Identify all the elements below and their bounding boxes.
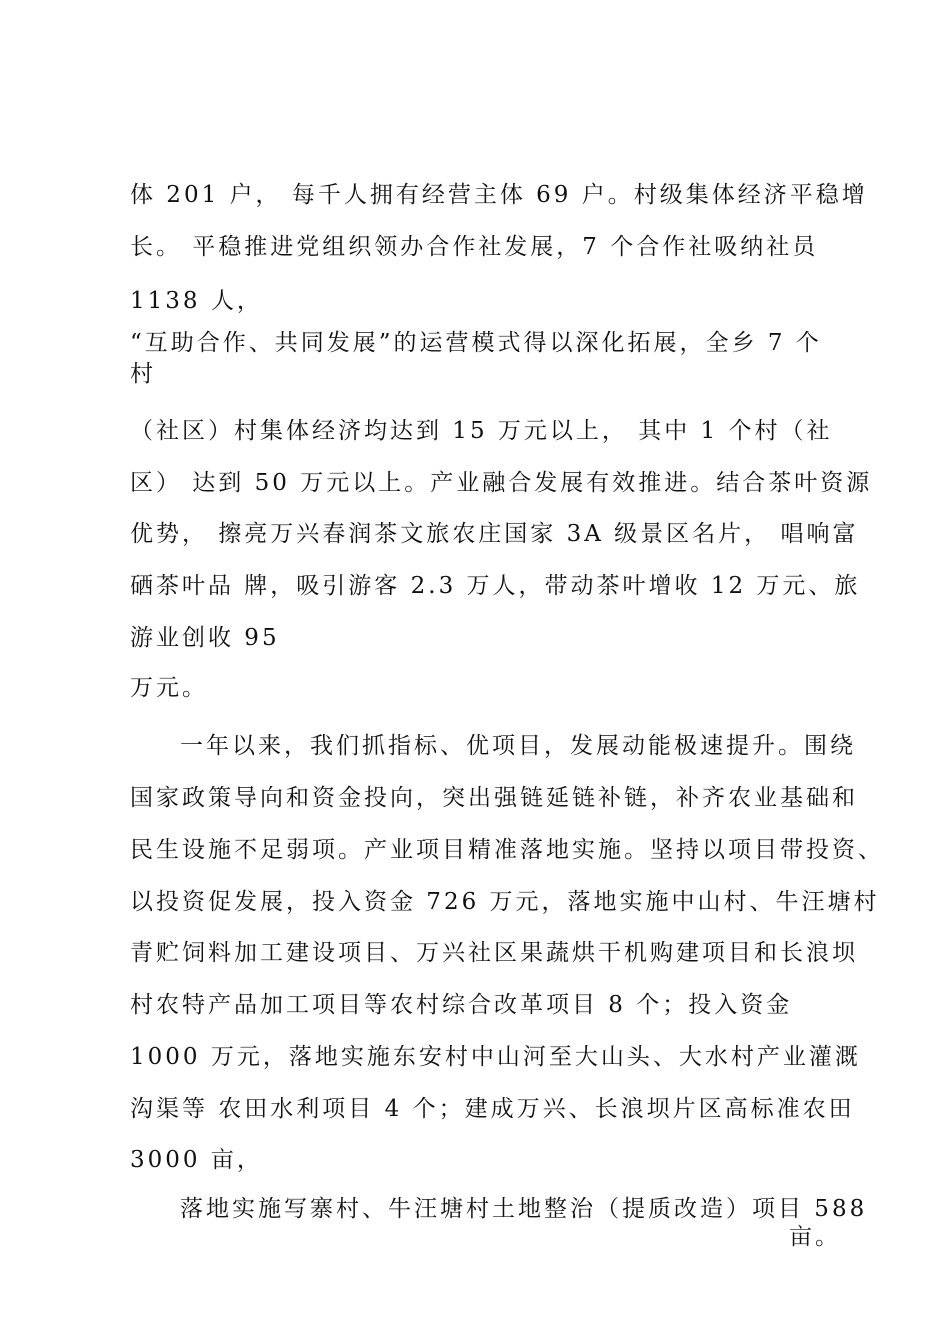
text-line: 长。 平稳推进党组织领办合作社发展，7 个合作社吸纳社员	[130, 234, 819, 260]
text-line: 以投资促发展，投入资金 726 万元，落地实施中山村、牛汪塘村	[130, 889, 880, 915]
text-line: 硒茶叶品 牌，吸引游客 2.3 万人，带动茶叶增收 12 万元、旅	[130, 573, 861, 599]
text-line: 沟渠等 农田水利项目 4 个；建成万兴、长浪坝片区高标准农田	[130, 1096, 855, 1122]
text-line: 国家政策导向和资金投向，突出强链延链补链，补齐农业基础和	[130, 785, 858, 811]
text-line: （社区）村集体经济均达到 15 万元以上， 其中 1 个村（社	[130, 418, 833, 444]
text-line: 万元。	[130, 675, 208, 701]
text-line: “互助合作、共同发展”的运营模式得以深化拓展，全乡 7 个	[130, 330, 822, 356]
text-line: 亩。	[789, 1224, 841, 1250]
text-line: 村农特产品加工项目等农村综合改革项目 8 个；投入资金	[130, 992, 793, 1018]
text-line: 民生设施不足弱项。产业项目精准落地实施。坚持以项目带投资、	[130, 837, 884, 863]
paragraph-first-line: 一年以来，我们抓指标、优项目，发展动能极速提升。围绕	[180, 733, 856, 759]
text-line: 体 201 户， 每千人拥有经营主体 69 户。村级集体经济平稳增	[130, 182, 868, 208]
text-line: 青贮饲料加工建设项目、万兴社区果蔬烘干机购建项目和长浪坝	[130, 940, 858, 966]
text-line: 1138 人，	[130, 288, 263, 314]
text-line: 游业创收 95	[130, 625, 280, 651]
text-line: 区） 达到 50 万元以上。产业融合发展有效推进。结合茶叶资源	[130, 470, 873, 496]
text-line: 1000 万元，落地实施东安村中山河至大山头、大水村产业灌溉	[130, 1044, 861, 1070]
text-line: 3000 亩，	[130, 1147, 263, 1173]
text-line: 村	[130, 361, 156, 387]
paragraph-first-line: 落地实施写寨村、牛汪塘村土地整治（提质改造）项目 588	[180, 1196, 868, 1222]
text-line: 优势， 擦亮万兴春润茶文旅农庄国家 3A 级景区名片， 唱响富	[130, 521, 859, 547]
